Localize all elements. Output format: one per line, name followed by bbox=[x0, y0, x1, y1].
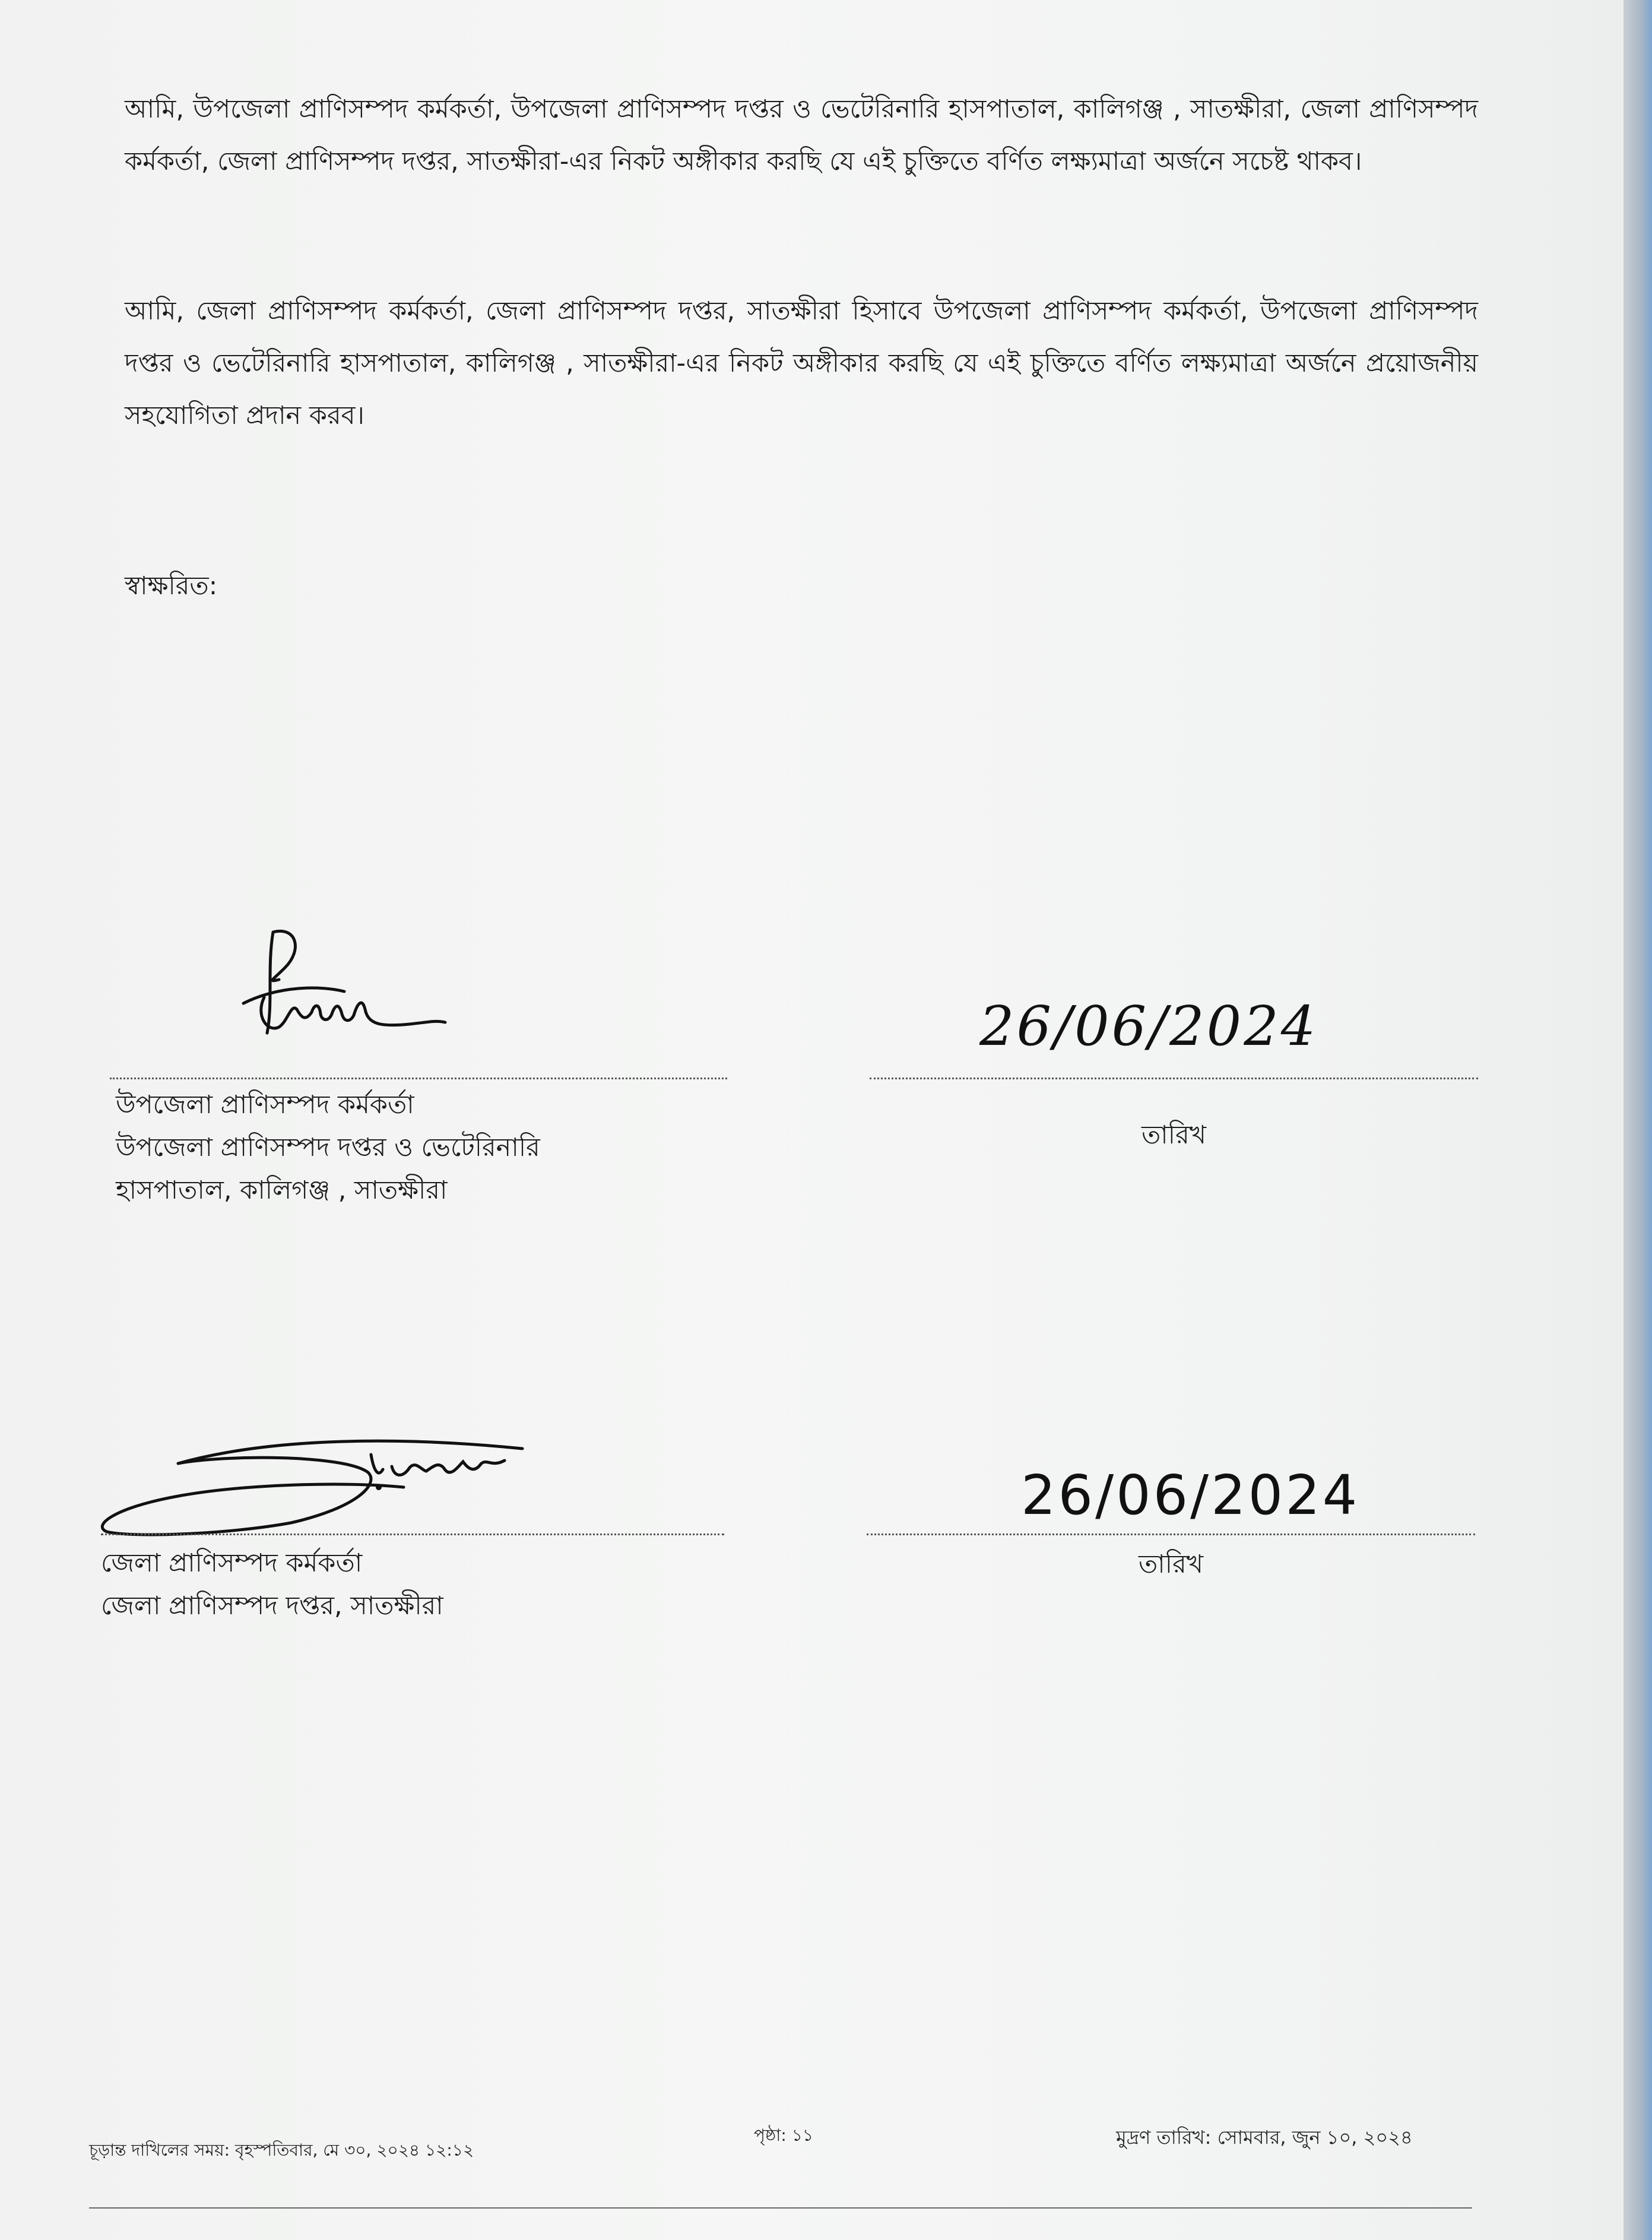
district-officer-designation bbox=[101, 1542, 443, 1627]
signed-label: স্বাক্ষরিত: bbox=[125, 571, 218, 601]
footer-rule bbox=[89, 2207, 1472, 2209]
district-handwritten-date: 26/06/2024 bbox=[1021, 1463, 1360, 1527]
upazila-date-line bbox=[870, 1078, 1478, 1079]
district-designation-line1: জেলা প্রাণিসম্পদ কর্মকর্তা bbox=[101, 1548, 363, 1578]
district-designation-line2: জেলা প্রাণিসম্পদ দপ্তর, সাতক্ষীরা bbox=[101, 1591, 443, 1621]
district-officer-signature bbox=[95, 1413, 564, 1550]
footer-page-number: পৃষ্ঠা: ১১ bbox=[754, 2125, 814, 2145]
upazila-date-label: তারিখ bbox=[1142, 1120, 1206, 1150]
upazila-officer-signature bbox=[232, 914, 481, 1051]
page-edge bbox=[1624, 0, 1652, 2240]
footer-submission-time: চূড়ান্ত দাখিলের সময়: বৃহস্পতিবার, মে ৩০, ২০২৪ ১২:১২ bbox=[89, 2140, 474, 2160]
district-date-label: তারিখ bbox=[1139, 1550, 1203, 1579]
upazila-handwritten-date: 26/06/2024 bbox=[979, 994, 1318, 1058]
upazila-designation-line2: উপজেলা প্রাণিসম্পদ দপ্তর ও ভেটেরিনারি bbox=[116, 1133, 540, 1162]
upazila-officer-designation bbox=[116, 1083, 540, 1212]
upazila-designation-line1: উপজেলা প্রাণিসম্পদ কর্মকর্তা bbox=[116, 1090, 414, 1120]
district-date-line bbox=[867, 1534, 1475, 1535]
footer-print-date: মুদ্রণ তারিখ: সোমবার, জুন ১০, ২০২৪ bbox=[1116, 2126, 1413, 2149]
upazila-signature-line bbox=[110, 1078, 727, 1079]
commitment-paragraph-upazila: আমি, উপজেলা প্রাণিসম্পদ কর্মকর্তা, উপজেলা প্রাণিসম্পদ দপ্তর ও ভেটেরিনারি হাসপাতাল, কালিগঞ্জ , সাতক্ষীরা, জেলা প্রাণিসম্পদ কর্মকর্তা, জেলা প্রাণিসম্পদ দপ্তর, সাতক্ষীরা-এর নিকট অঙ্গীকার করছি যে এই চুক্তিতে বর্ণিত লক্ষ্যমাত্রা অর্জনে সচেষ্ট থাকব। bbox=[125, 94, 1478, 176]
upazila-designation-line3: হাসপাতাল, কালিগঞ্জ , সাতক্ষীরা bbox=[116, 1176, 448, 1205]
commitment-paragraph-district: আমি, জেলা প্রাণিসম্পদ কর্মকর্তা, জেলা প্রাণিসম্পদ দপ্তর, সাতক্ষীরা হিসাবে উপজেলা প্রাণিসম্পদ কর্মকর্তা, উপজেলা প্রাণিসম্পদ দপ্তর ও ভেটেরিনারি হাসপাতাল, কালিগঞ্জ , সাতক্ষীরা-এর নিকট অঙ্গীকার করছি যে এই চুক্তিতে বর্ণিত লক্ষ্যমাত্রা অর্জনে প্রয়োজনীয় সহযোগিতা প্রদান করব। bbox=[125, 296, 1478, 430]
district-signature-line bbox=[101, 1534, 724, 1535]
